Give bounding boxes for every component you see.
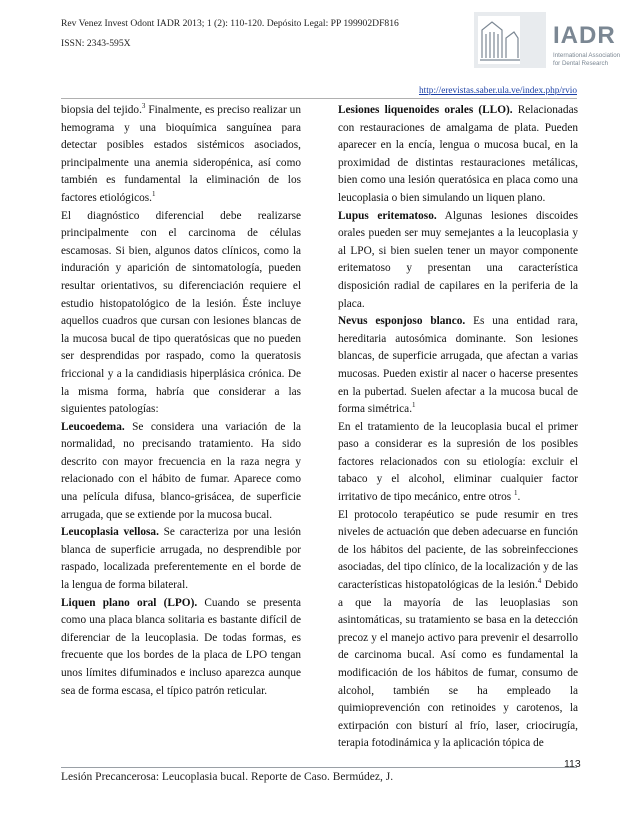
bold-run: Lesiones liquenoides orales (LLO). xyxy=(338,104,513,116)
paragraph xyxy=(338,102,578,208)
right-column xyxy=(338,102,578,753)
page-number: 113 xyxy=(564,758,581,770)
logo-name: IADR xyxy=(553,22,616,49)
text-run: Finalmente, es preciso realizar un hemograma y una bioquímica sanguínea para detectar posibles estados sistémicos asociados, principalmente una anemia sideropénica, así como también es fundamental la eliminación de los factores etiológicos. xyxy=(61,104,301,204)
bold-run: Leucoedema. xyxy=(61,420,125,433)
citation-superscript: 1 xyxy=(151,189,156,198)
text-run: En el tratamiento de la leucoplasia bucal el primer paso a considerar es la supresión de los posibles factores relacionados con su etiología: excluir el tabaco y el alcohol, eliminar cualquier factor irritativo de tipo mecánico, entre otros xyxy=(338,420,578,504)
citation-superscript: 3 xyxy=(141,102,146,110)
running-footer: Lesión Precancerosa: Leucoplasia bucal. Reporte de Caso. Bermúdez, J. xyxy=(61,771,394,783)
bold-run: Liquen plano oral (LPO). xyxy=(61,596,198,609)
citation-superscript: 1 xyxy=(513,489,518,498)
citation-superscript: 4 xyxy=(537,577,542,586)
text-run: Cuando se presenta como una placa blanca solitaria es bastante difícil de diferenciar de la leucoplasia. De todas formas, es frecuente que los bordes de la placa de LPO tengan unos límites difuminados e incluso aparezca aunque sea de forma escasa, el típico patrón reticular. xyxy=(61,596,301,697)
paragraph xyxy=(338,208,578,314)
paragraph xyxy=(338,419,578,507)
text-run: Se considera una variación de la normalidad, no precisando tratamiento. Ha sido descrito con mayor frecuencia en la raza negra y relacionado con el hábito de fumar. Aparece como una película difusa, blanco-grisácea, de superficie arrugada, que se extiende por la mucosa bucal. xyxy=(61,420,301,521)
journal-line: Rev Venez Invest Odont IADR 2013; 1 (2): 110-120. Depósito Legal: PP 199902DF816 xyxy=(61,18,399,29)
left-column xyxy=(61,102,301,700)
issn-line: ISSN: 2343-595X xyxy=(61,38,131,49)
footer-rule xyxy=(61,767,577,768)
citation-superscript: 1 xyxy=(412,401,416,410)
text-run: Relacionadas con restauraciones de amalgama de plata. Pueden aparecer en la encía, lengua o mucosa bucal, en la proximidad de distintas restauraciones metálicas, bien como una lesión queratósica en placa como una leucoplasia o bien simulando un liquen plano. xyxy=(338,104,578,204)
logo-line-1: International Association xyxy=(553,52,621,59)
paragraph xyxy=(338,313,578,419)
paragraph xyxy=(61,419,301,525)
text-run: . xyxy=(517,491,521,504)
text-run: El protocolo terapéutico se pude resumir en tres niveles de actuación que deben adecuarse en función de los hábitos del paciente, de las sobreinfecciones asociadas, del tipo clínico, de la localización y de las características histopatológicas de la lesión. xyxy=(338,508,578,592)
paragraph xyxy=(61,595,301,701)
text-run: Debido a que la mayoría de las leuoplasias son asintomáticas, su tratamiento se basa en la detección precoz y el manejo activo para prevenir el desarrollo de carcinoma bucal. Así como es fundamental la modificación de los hábitos de fumar, consumo de alcohol, también se ha empleado la quimioprevención con retinoides y carotenos, la extirpación con bisturí al frío, laser, criocirugía, terapia fotodinámica y la aplicación tópica de xyxy=(338,579,578,750)
paragraph xyxy=(61,524,301,594)
paragraph xyxy=(61,102,301,208)
logo-line-2: for Dental Research xyxy=(553,60,609,67)
paragraph xyxy=(338,507,578,753)
paragraph xyxy=(61,208,301,419)
bold-run: Leucoplasia vellosa. xyxy=(61,526,159,539)
header-rule xyxy=(61,87,577,99)
bold-run: Nevus esponjoso blanco. xyxy=(338,315,466,328)
text-run: biopsia del tejido. xyxy=(61,104,142,116)
text-run: Es una entidad rara, hereditaria autosómica dominante. Son lesiones blancas, de superficie arrugada, que afectan a varias mucosas. Pueden existir al nacer o hacerse presentes en la pubertad. Suelen afectar a la mucosa bucal de forma simétrica. xyxy=(338,315,578,416)
text-run: Algunas lesiones discoides orales pueden ser muy semejantes a la leucoplasia y al LPO, si bien suelen tener un mayor componente eritematoso y presentan una característica disposición radial de capilares en la periferia de la placa. xyxy=(338,209,578,310)
bold-run: Lupus eritematoso. xyxy=(338,209,437,222)
journal-url-link[interactable]: http://erevistas.saber.ula.ve/index.php/rvio xyxy=(418,86,577,96)
text-run: Se caracteriza por una lesión blanca de superficie arrugada, no desprendible por raspado, localizada preferentemente en el borde de la lengua de forma bilateral. xyxy=(61,526,301,592)
text-run: El diagnóstico diferencial debe realizarse principalmente con el carcinoma de células escamosas. Si bien, algunos datos clínicos, como la induración y aparición de sintomatología, pueden resultar orientativos, su diferenciación requiere el estudio histopatológico de la lesión. Éste incluye aquellos cuadros que cursan con lesiones blancas de la mucosa bucal de tipo queratósicas que no pueden ser desprendidas por raspado, como la queratosis friccional y a la candidiasis hiperplásica crónica. De la misma forma, habría que considerar a las siguientes patologías: xyxy=(61,209,301,416)
